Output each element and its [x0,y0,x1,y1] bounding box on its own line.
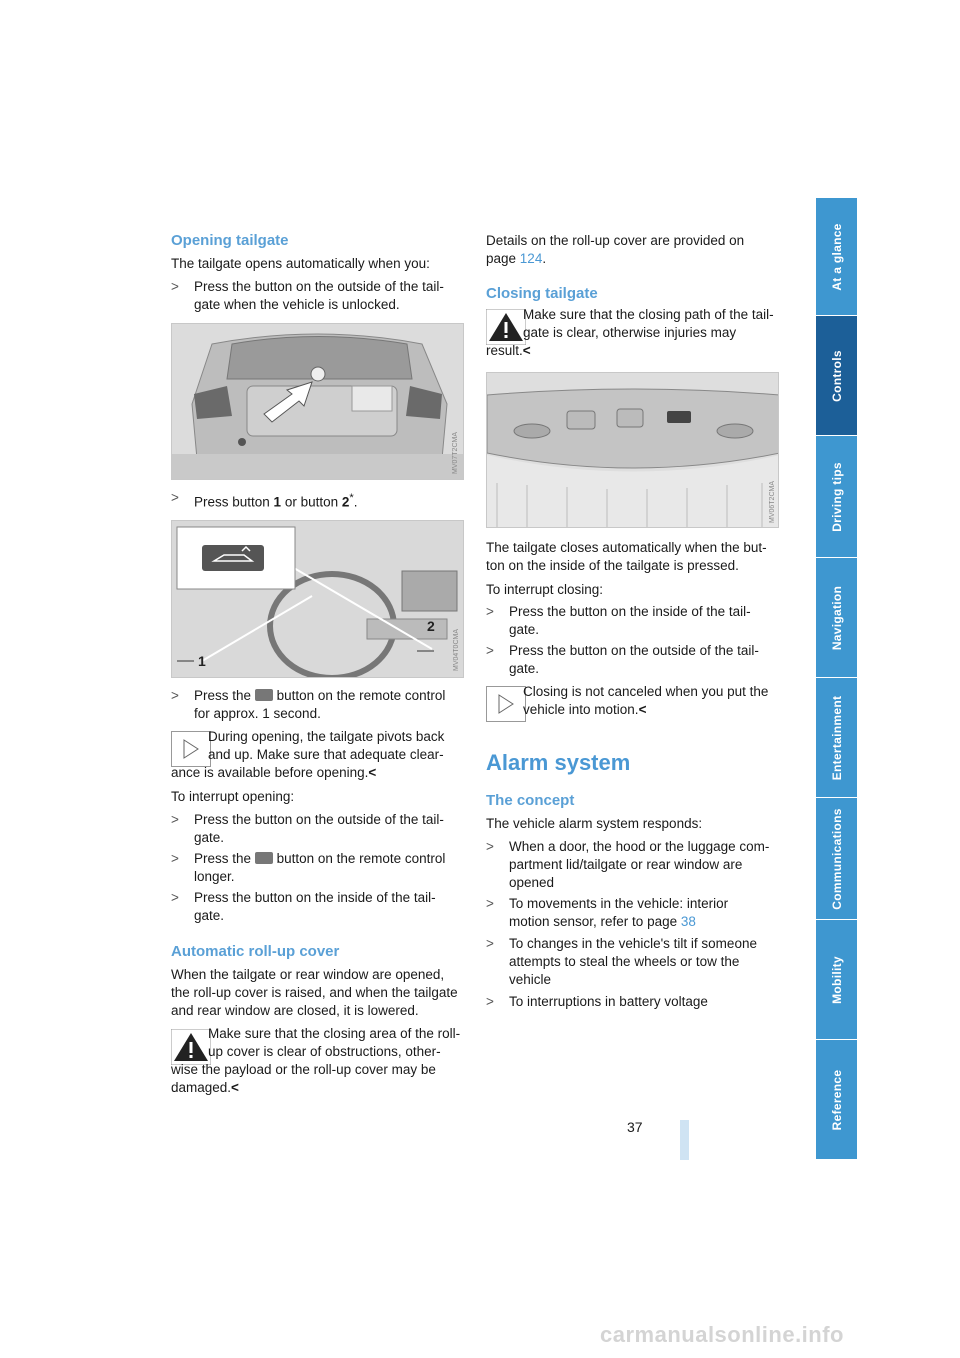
list-text: for approx. 1 second. [194,706,321,721]
page-link-38[interactable]: 38 [680,914,696,929]
note-arrow-icon [486,686,526,722]
list-text: or button [281,494,342,510]
list-text: opened [509,875,555,890]
warning-icon [171,1029,211,1065]
warning-text: up cover is clear of obstructions, other- [208,1044,441,1059]
button-number-2: 2 [341,494,350,510]
note-text: and up. Make sure that adequate clear- [208,747,444,762]
paragraph: The tailgate opens automatically when you: [171,256,430,271]
list-text: partment lid/tailgate or rear window are [509,857,743,872]
end-mark: < [638,702,647,717]
opening-tailgate-heading: Opening tailgate [171,232,289,249]
bullet-marker: > [171,279,179,294]
list-text: longer. [194,869,235,884]
list-text: gate. [509,661,540,676]
warning-text: gate is clear, otherwise injuries may [523,325,737,340]
tailgate-illustration [171,323,464,480]
tab-reference[interactable]: Reference [816,1040,857,1160]
callout-2: 2 [427,618,435,634]
list-text: gate. [509,622,540,637]
remote-tailgate-key-icon [255,689,273,701]
tab-driving-tips[interactable]: Driving tips [816,436,857,558]
figure-code: MV07T2CMA [452,431,459,474]
figure-code: MV04T0CMA [453,628,460,671]
list-item [171,687,445,723]
list-text: Press the [194,851,252,866]
option-asterisk: * [349,492,354,504]
list-text: Press the button on the outside of the tail- [509,643,759,658]
concept-heading: The concept [486,792,575,809]
note-text: During opening, the tailgate pivots back [208,729,445,744]
list-item [486,603,751,639]
list-item [171,889,436,925]
paragraph: To interrupt opening: [171,789,295,804]
list-text: To changes in the vehicle's tilt if someone [509,936,757,951]
list-text: Press the button on the inside of the tail- [509,604,751,619]
list-text: gate when the vehicle is unlocked. [194,297,400,312]
bullet-marker: > [171,890,179,905]
list-item [486,838,769,892]
bullet-marker: > [171,812,179,827]
list-text: Press the button on the inside of the tail- [194,890,436,905]
list-text: motion sensor, refer to page [509,914,681,929]
tailgate-drawing [172,324,464,480]
warning-text: damaged.< [171,1080,239,1095]
warning-text: Make sure that the closing path of the tail- [523,307,774,322]
warning-text: result.< [486,343,531,358]
tab-at-a-glance[interactable]: At a glance [816,198,857,316]
list-text: Press the [194,688,252,703]
list-text: button on the remote control [276,688,446,703]
paragraph: When the tailgate or rear window are opened, [171,967,445,982]
note-text: ance is available before opening.< [171,765,377,780]
warning-icon [486,309,526,345]
list-item [171,489,358,512]
alarm-system-heading: Alarm system [486,750,631,775]
bullet-marker: > [486,896,494,911]
footer-watermark: carmanualsonline.info [600,1322,844,1347]
bullet-marker: > [486,604,494,619]
closing-tailgate-heading: Closing tailgate [486,285,598,302]
list-item [486,935,757,989]
dashboard-drawing [172,521,464,678]
paragraph: page 124. [486,251,547,266]
paragraph: Details on the roll-up cover are provided on [486,233,745,248]
note-text: Closing is not canceled when you put the [523,684,769,699]
callout-1: 1 [198,653,206,669]
note-text: vehicle into motion.< [523,702,647,717]
bullet-marker: > [486,839,494,854]
paragraph: and rear window are closed, it is lowered. [171,1003,419,1018]
tab-mobility[interactable]: Mobility [816,920,857,1040]
list-item [171,811,444,847]
paragraph: The tailgate closes automatically when the but- [486,540,767,555]
list-text: gate. [194,908,225,923]
tab-communications[interactable]: Communications [816,798,857,920]
list-text: Press the button on the outside of the tail- [194,279,444,294]
tailgate-inside-illustration [486,372,779,528]
bullet-marker: > [486,936,494,951]
tab-controls[interactable]: Controls [816,316,857,436]
list-text: vehicle [509,972,552,987]
page-marker [680,1120,689,1160]
tailgate-inside-drawing [487,373,779,528]
warning-text: Make sure that the closing area of the roll- [208,1026,461,1041]
dashboard-illustration [171,520,464,678]
tab-entertainment[interactable]: Entertainment [816,678,857,798]
paragraph: the roll-up cover is raised, and when the tailgate [171,985,458,1000]
list-text: Press the button on the outside of the tail- [194,812,444,827]
end-mark: < [231,1080,239,1095]
list-text: gate. [194,830,225,845]
list-item [486,895,728,931]
tab-navigation[interactable]: Navigation [816,558,857,678]
list-text: . [353,494,358,510]
list-text: attempts to steal the wheels or tow the [509,954,740,969]
paragraph: The vehicle alarm system responds: [486,816,703,831]
list-text: button on the remote control [276,851,446,866]
list-text: To movements in the vehicle: interior [509,896,729,911]
end-mark: < [368,765,377,780]
note-arrow-icon [171,731,211,767]
paragraph: ton on the inside of the tailgate is pressed. [486,558,739,573]
bullet-marker: > [171,688,179,703]
bullet-marker: > [171,490,179,505]
remote-tailgate-key-icon [255,852,273,864]
list-item [171,850,445,886]
page-link-124[interactable]: 124 [519,251,543,266]
figure-code: MV06T2CMA [769,480,776,523]
list-item [171,278,444,314]
list-item [486,642,759,678]
bullet-marker: > [486,643,494,658]
warning-text: wise the payload or the roll-up cover may be [171,1062,436,1077]
rollup-cover-heading: Automatic roll-up cover [171,943,340,960]
paragraph: To interrupt closing: [486,582,604,597]
button-number-1: 1 [273,494,282,510]
list-item [486,993,708,1011]
list-text: When a door, the hood or the luggage com- [509,839,770,854]
bullet-marker: > [171,851,179,866]
end-mark: < [522,343,531,358]
bullet-marker: > [486,994,494,1009]
page-number: 37 [627,1119,643,1135]
list-text: To interruptions in battery voltage [509,994,708,1009]
list-text: Press button [194,494,274,510]
